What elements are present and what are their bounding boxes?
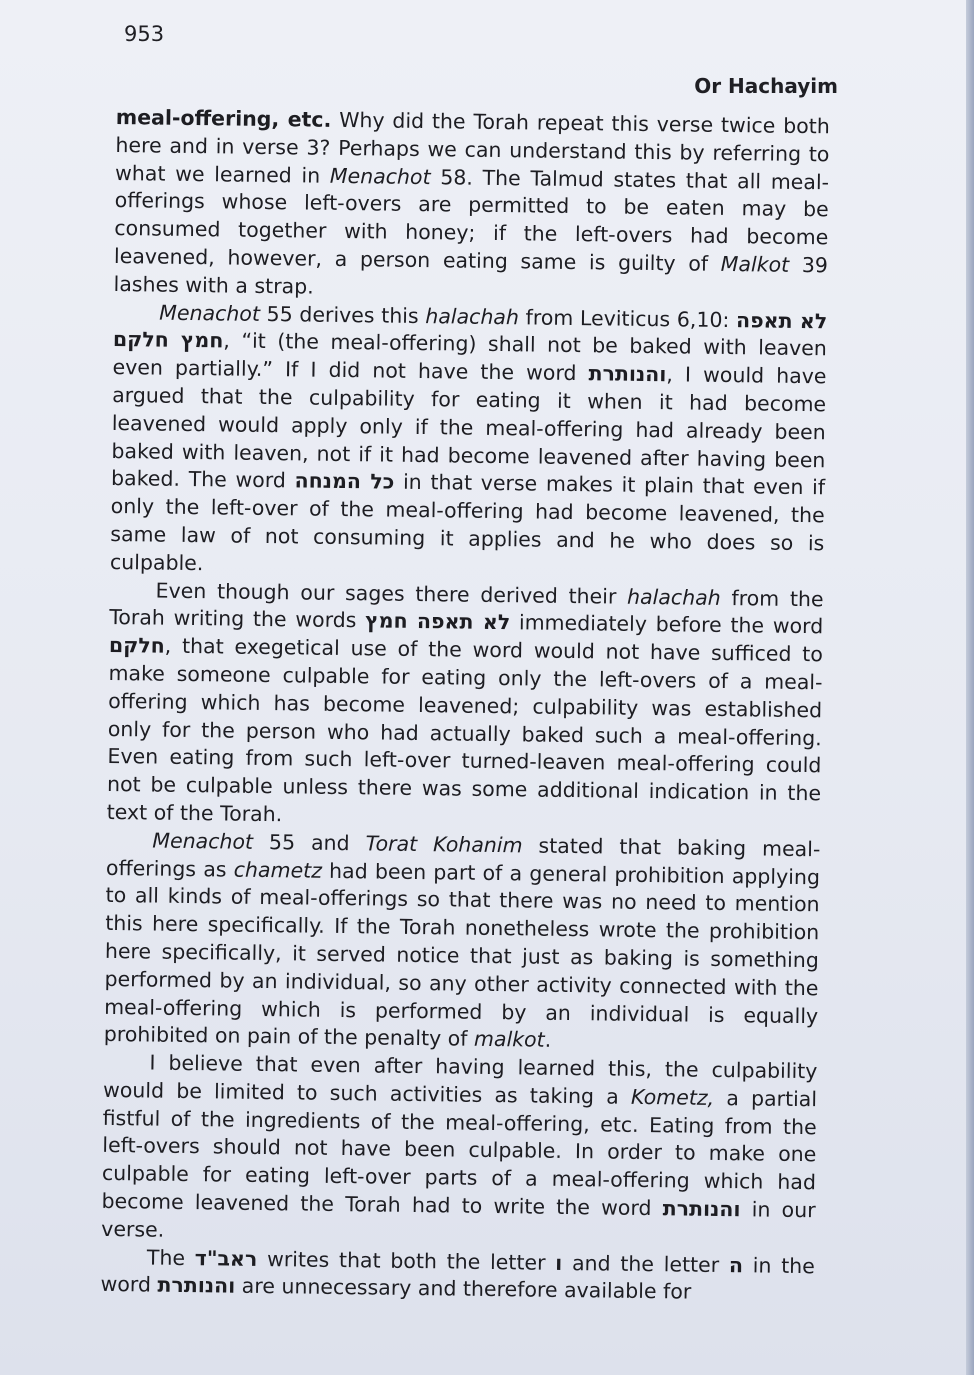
text-run: in that verse makes it plain that even if only the left-over of the meal-offering had become leavened, the same law of not consuming it applies and he who does so is culpable.: [109, 470, 826, 575]
paragraph-6: [100, 1244, 815, 1309]
italic-term: Menachot: [152, 828, 254, 854]
text-run: 55 derives this: [259, 301, 426, 328]
text-run: , “it (the meal-offering) shall not be baked with leaven even partially.” If I did not have the word: [112, 328, 828, 386]
text-run: , that exegetical use of the word would not have sufficed to make someone culpable for eating only the left-overs of a meal-offering which has become leavened; culpability was established only for the person who had actually baked such a meal-offering. Even eating from such left-over turned-leaven meal-offering could not be culpable unless there was some additional indication in the text of the Torah.: [106, 633, 824, 827]
text-run: immediately before the word: [510, 610, 824, 639]
italic-term: Malkot: [720, 251, 790, 277]
lead-phrase: meal-offering, etc.: [115, 104, 332, 132]
text-run: from the Torah writing the words: [109, 585, 824, 633]
running-title: Or Hachayim: [694, 74, 838, 98]
body-text: [100, 104, 830, 1309]
italic-term: halachah: [626, 584, 721, 610]
hebrew-word: ראב"ד: [194, 1245, 258, 1271]
italic-term: Torat Kohanim: [365, 831, 523, 858]
paragraph-1: [113, 104, 829, 308]
text-run: Why did the Torah repeat this verse twice both here and in verse 3? Perhaps we can understand this by referring to what we learned in: [114, 107, 830, 188]
hebrew-letter: ו: [555, 1250, 563, 1275]
text-run: 55 and: [252, 829, 366, 856]
text-run: from Leviticus 6,10:: [518, 304, 737, 332]
hebrew-word: והנותרת: [662, 1196, 741, 1222]
text-run: The: [146, 1245, 195, 1270]
italic-term: Kometz,: [630, 1084, 715, 1110]
italic-term: Menachot: [159, 300, 261, 326]
hebrew-phrase: לא תאפה חמץ: [365, 608, 511, 635]
hebrew-word: והנותרת: [157, 1273, 236, 1299]
page-edge: [966, 0, 974, 1375]
text-run: writes that both the letter: [257, 1246, 556, 1275]
page-number: 953: [124, 22, 165, 46]
text-run: Even though our sages there derived their: [155, 578, 628, 609]
text-run: .: [544, 1027, 552, 1053]
text-run: in our verse.: [101, 1197, 816, 1242]
italic-term: malkot: [473, 1027, 545, 1052]
text-run: 39 lashes with a strap.: [113, 252, 829, 299]
text-run: stated that baking meal-offerings as: [105, 833, 821, 882]
hebrew-word: חלקם: [108, 633, 165, 658]
text-run: 58. The Talmud states that all meal-offerings whose left-overs are permitted to be eaten may be consumed together with honey; if the left-overs had become leavened, however, a person eating same is guilty of: [113, 164, 830, 276]
text-run: , I would have argued that the culpability for eating it when it had become leavened would apply only if the meal-offering had already been baked with leaven, not if it had become leavened after having been baked. The word: [110, 362, 827, 493]
paragraph-2: [110, 299, 828, 586]
text-run: and the letter: [562, 1250, 730, 1277]
text-run: are unnecessary and therefore available for: [235, 1274, 692, 1305]
text-run: I believe that even after having learned this, the culpability would be limited to such activities as taking a: [102, 1050, 818, 1109]
paragraph-3: [107, 577, 824, 836]
italic-term: halachah: [425, 303, 520, 329]
paragraph-4: [104, 827, 821, 1059]
paragraph-5: [101, 1049, 817, 1253]
italic-term: chametz: [233, 857, 323, 883]
hebrew-word: והנותרת: [588, 361, 667, 387]
text-run: in the word: [100, 1252, 815, 1298]
hebrew-phrase: לא תאפה חמץ חלקם: [112, 307, 828, 353]
text-run: a partial fistful of the ingredients of the meal-offering, etc. Eating from the left-overs should not have been culpable. In order to make one culpable for eating left-over parts of a meal-offering which had become leavened the Torah had to write the word: [101, 1085, 818, 1221]
italic-term: Menachot: [329, 163, 431, 189]
hebrew-letter: ה: [728, 1252, 744, 1277]
text-run: had been part of a general prohibition applying to all kinds of meal-offerings so that there was no need to mention this here specifically. If the Torah nonetheless wrote the prohibition here specifically, it served notice that just as baking is something performed by an individual, so any other activity connected with the meal-offering which is performed by an individual is equally prohibited on pain of the penalty of: [103, 858, 821, 1052]
hebrew-phrase: כל המנחה: [294, 468, 395, 495]
